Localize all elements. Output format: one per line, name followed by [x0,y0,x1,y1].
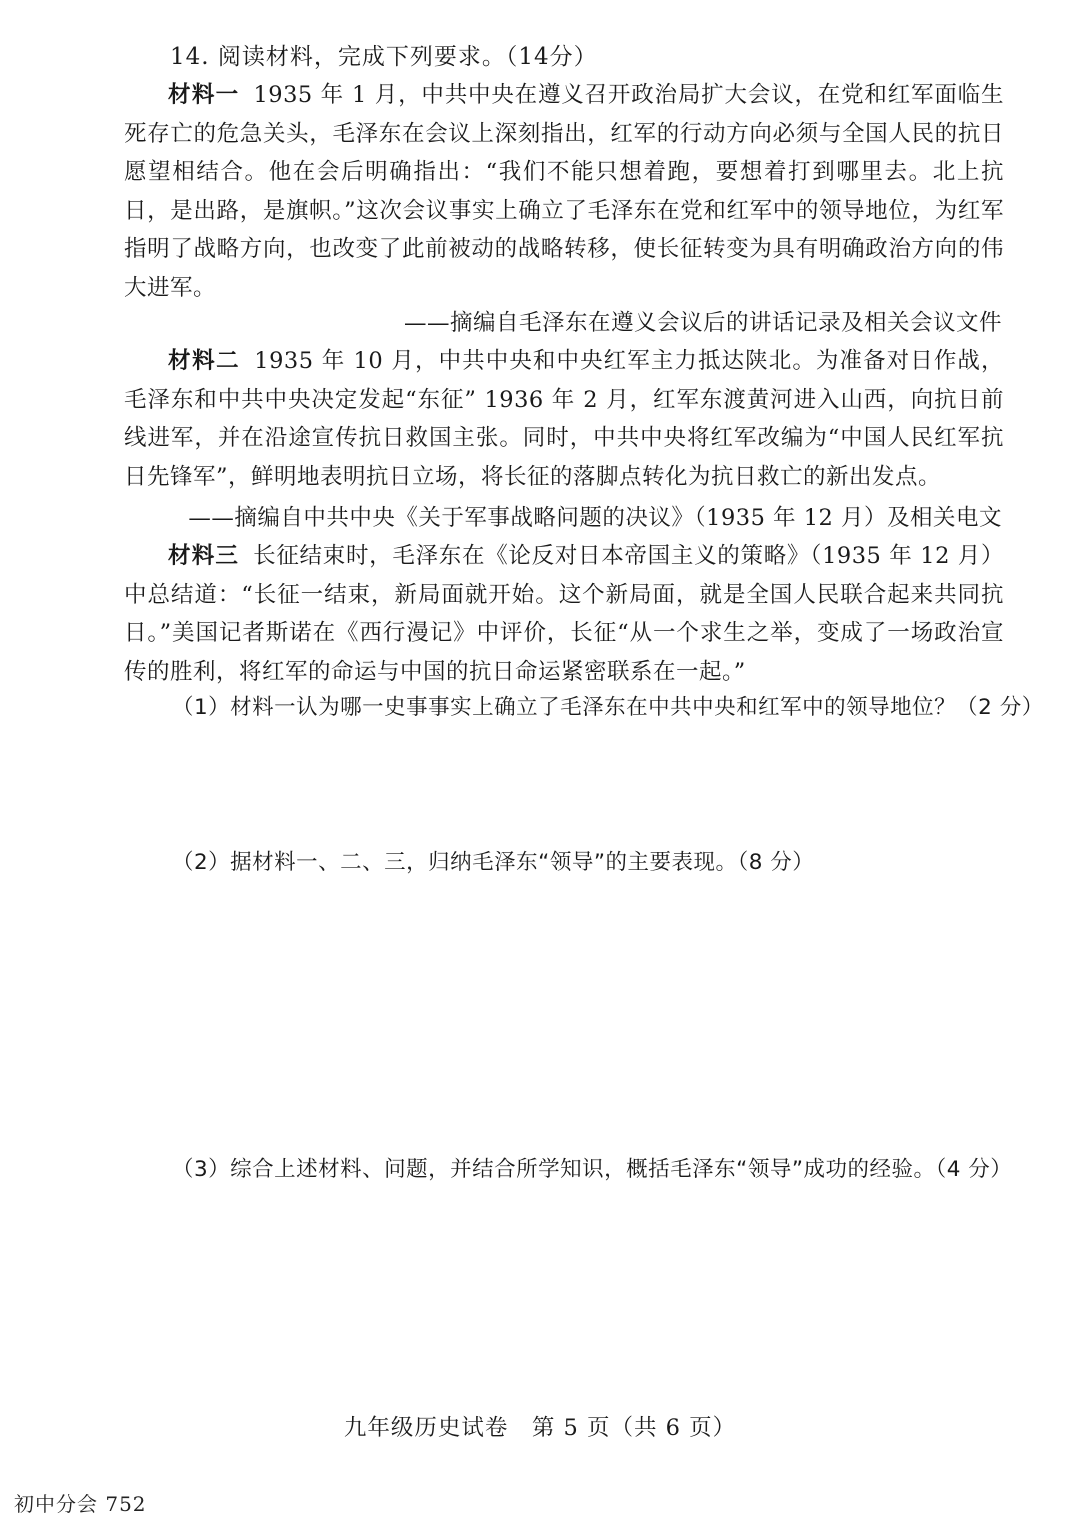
material-two-label: 材料二 [168,348,241,374]
page-footer: 九年级历史试卷 第 5 页（共 6 页） [343,1415,737,1441]
material-three [124,537,1004,691]
material-one [124,76,1004,308]
question-title: 14. 阅读材料，完成下列要求。（14分） [170,44,598,70]
material-two [124,342,1004,496]
subquestion-3: （3）综合上述材料、问题，并结合所学知识，概括毛泽东“领导”成功的经验。（4 分） [172,1157,1013,1182]
material-two-source: ——摘编自中共中央《关于军事战略问题的决议》（1935 年 12 月）及相关电文 [188,505,1002,531]
subquestion-2: （2）据材料一、二、三，归纳毛泽东“领导”的主要表现。（8 分） [172,850,815,875]
subquestion-1: （1）材料一认为哪一史事事实上确立了毛泽东在中共中央和红军中的领导地位？（2 分） [172,695,1044,720]
material-two-text: 1935 年 10 月，中共中央和中央红军主力抵达陕北。为准备对日作战，毛泽东和中共中央决定发起“东征” 1936 年 2 月，红军东渡黄河进入山西，向抗日前线进军，并在沿途宣传抗日救国主张。同时，中共中央将红军改编为“中国人民红军抗日先锋军”，鲜明地表明抗日立场，将长征的落脚点转化为抗日救亡的新出发点。 [124,348,1004,490]
material-three-label: 材料三 [168,543,240,569]
material-one-text: 1935 年 1 月，中共中央在遵义召开政治局扩大会议，在党和红军面临生死存亡的危急关头，毛泽东在会议上深刻指出，红军的行动方向必须与全国人民的抗日愿望相结合。他在会后明确指出：“我们不能只想着跑，要想着打到哪里去。北上抗日，是出路，是旗帜。”这次会议事实上确立了毛泽东在党和红军中的领导地位，为红军指明了战略方向，也改变了此前被动的战略转移，使长征转变为具有明确政治方向的伟大进军。 [124,82,1004,301]
material-three-text: 长征结束时，毛泽东在《论反对日本帝国主义的策略》（1935 年 12 月）中总结道：“长征一结束，新局面就开始。这个新局面，就是全国人民联合起来共同抗日。”美国记者斯诺在《西行漫记》中评价，长征“从一个求生之举，变成了一场政治宣传的胜利，将红军的命运与中国的抗日命运紧密联系在一起。” [124,543,1004,685]
watermark-text: 初中分会 752 [14,1492,147,1516]
material-one-label: 材料一 [168,82,240,108]
material-one-source: ——摘编自毛泽东在遵义会议后的讲话记录及相关会议文件 [403,310,1002,336]
